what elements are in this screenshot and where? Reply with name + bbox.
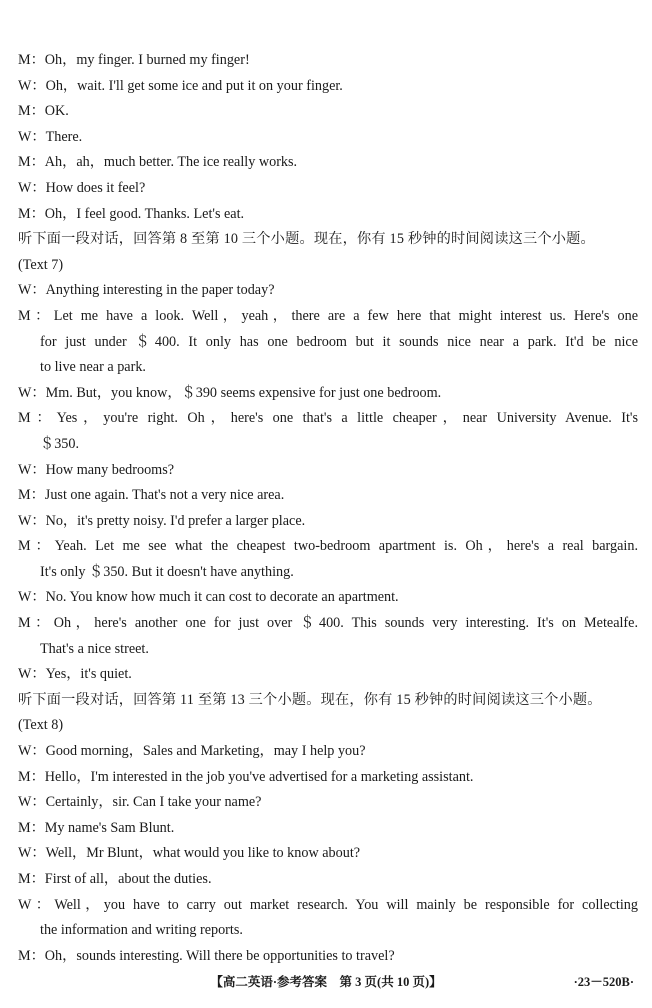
text-line: W：How does it feel? <box>18 179 146 196</box>
text-line: W：No，it's pretty noisy. I'd prefer a larger place. <box>18 512 306 529</box>
text-line: for just under ＄400. It only has one bedroom but it sounds nice near a park. It'd be nice <box>40 333 638 350</box>
text-line: W：Mm. But，you know，＄390 seems expensive for just one bedroom. <box>18 384 442 401</box>
footer-title: 【高二英语·参考答案 第 3 页(共 10 页)】 <box>210 975 442 989</box>
text-line: W：Yes，it's quiet. <box>18 666 132 683</box>
text-line: (Text 8) <box>18 717 64 734</box>
text-line: M：Hello，I'm interested in the job you've advertised for a marketing assistant. <box>18 768 474 785</box>
text-line: M：Oh，sounds interesting. Will there be opportunities to travel? <box>18 947 395 964</box>
text-line: W：Well，Mr Blunt，what would you like to know about? <box>18 845 361 862</box>
text-line: W：How many bedrooms? <box>18 461 175 478</box>
text-line: (Text 7) <box>18 256 64 273</box>
transcript-body <box>18 48 638 969</box>
text-line: 听下面一段对话，回答第 11 至第 13 三个小题。现在，你有 15 秒钟的时间阅读这三个小题。 <box>18 691 602 708</box>
text-line: 听下面一段对话，回答第 8 至第 10 三个小题。现在，你有 15 秒钟的时间阅读这三个小题。 <box>18 231 595 248</box>
text-line: M：Just one again. That's not a very nice area. <box>18 487 285 504</box>
text-line: M：Oh，I feel good. Thanks. Let's eat. <box>18 205 245 222</box>
text-line: M：First of all，about the duties. <box>18 871 212 887</box>
text-line: ＄350. <box>40 435 80 452</box>
text-line: That's a nice street. <box>40 640 149 657</box>
text-line: W：Oh，wait. I'll get some ice and put it on your finger. <box>18 77 343 94</box>
text-line: M：Let me have a look. Well，yeah，there are a few here that might interest us. Here's one <box>18 307 638 324</box>
text-line: M：Ah，ah，much better. The ice really works. <box>18 154 298 171</box>
text-line: to live near a park. <box>40 359 146 376</box>
footer-code: ·23－520B· <box>573 975 634 989</box>
text-line: M：Yes，you're right. Oh，here's one that's a little cheaper，near University Avenue. It's <box>18 410 638 427</box>
text-line: M：My name's Sam Blunt. <box>18 819 175 836</box>
text-line: W：Good morning，Sales and Marketing，may I help you? <box>18 743 366 760</box>
text-line: M：OK. <box>18 103 69 120</box>
text-line: M：Yeah. Let me see what the cheapest two-bedroom apartment is. Oh，here's a real bargain. <box>18 538 638 555</box>
text-line: M：Oh，here's another one for just over ＄400. This sounds very interesting. It's on Metealfe. <box>18 615 638 632</box>
text-line: W：Certainly，sir. Can I take your name? <box>18 794 262 811</box>
page-footer <box>0 972 652 992</box>
text-line: W：There. <box>18 128 83 145</box>
text-line: W：No. You know how much it can cost to decorate an apartment. <box>18 589 399 606</box>
text-line: W：Anything interesting in the paper today? <box>18 282 275 299</box>
text-line: W：Well，you have to carry out market research. You will mainly be responsible for collecting <box>18 896 638 913</box>
text-line: the information and writing reports. <box>40 922 243 939</box>
text-line: It's only ＄350. But it doesn't have anything. <box>40 563 294 580</box>
text-line: M：Oh，my finger. I burned my finger! <box>18 52 250 68</box>
